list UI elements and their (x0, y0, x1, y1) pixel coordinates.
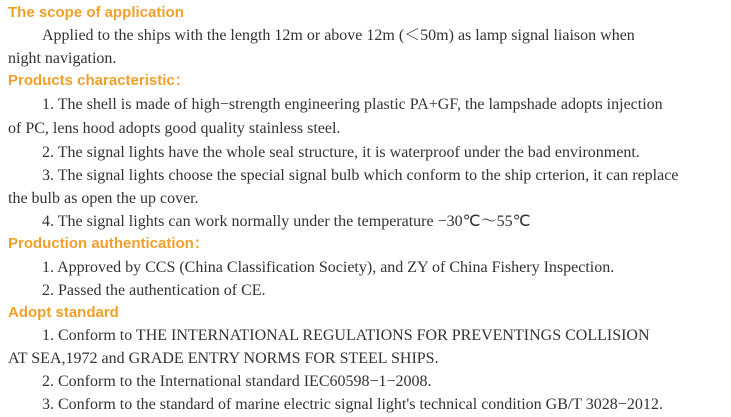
characteristic-item-2: 2. The signal lights have the whole seal structure, it is waterproof under the bad environment. (42, 144, 640, 161)
characteristic-item-4: 4. The signal lights can work normally under the temperature −30℃～55℃ (42, 213, 531, 230)
section-heading-scope: The scope of application (8, 4, 184, 21)
characteristic-item-3: 3. The signal lights choose the special signal bulb which conform to the ship crterion, it can replace (42, 167, 679, 184)
standard-item-2: 2. Conform to the International standard IEC60598−1−2008. (42, 373, 432, 390)
scope-text-line: night navigation. (8, 50, 117, 67)
characteristic-item-3-cont: the bulb as open the up cover. (8, 190, 199, 207)
characteristic-item-1-cont: of PC, lens hood adopts good quality stainless steel. (8, 120, 341, 137)
standard-item-1-cont: AT SEA,1972 and GRADE ENTRY NORMS FOR STEEL SHIPS. (8, 350, 439, 367)
authentication-item-2: 2. Passed the authentication of CE. (42, 282, 266, 299)
section-heading-authentication: Production authentication： (8, 235, 209, 252)
characteristic-item-1: 1. The shell is made of high−strength engineering plastic PA+GF, the lampshade adopts injection (42, 96, 663, 113)
section-heading-characteristic: Products characteristic： (8, 72, 190, 89)
authentication-item-1: 1. Approved by CCS (China Classification Society), and ZY of China Fishery Inspection. (42, 259, 615, 276)
scope-text-line: Applied to the ships with the length 12m or above 12m (＜50m) as lamp signal liaison when (42, 27, 635, 44)
standard-item-1: 1. Conform to THE INTERNATIONAL REGULATIONS FOR PREVENTINGS COLLISION (42, 327, 650, 344)
section-heading-standard: Adopt standard (8, 304, 119, 321)
standard-item-3: 3. Conform to the standard of marine electric signal light's technical condition GB/T 3028−2012. (42, 396, 663, 413)
